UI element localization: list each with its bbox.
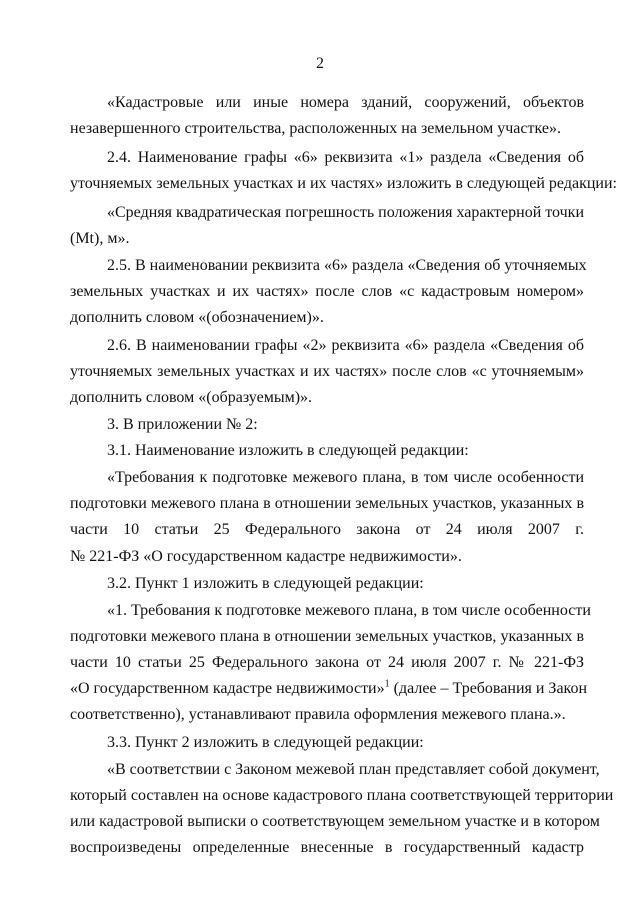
text-line-content: уточняемых земельных участках и их частях» изложить в следующей редакции: bbox=[70, 175, 617, 192]
text-line bbox=[107, 733, 584, 753]
text-line bbox=[70, 282, 584, 302]
text-line bbox=[70, 705, 584, 725]
text-line bbox=[107, 415, 584, 435]
text-line bbox=[107, 574, 584, 594]
text-line-content: 2.6. В наименовании графы «2» реквизита «6» раздела «Сведения об bbox=[107, 337, 584, 354]
text-line-content: (Mt), м». bbox=[70, 230, 130, 247]
text-line-content: уточняемых земельных участках и их частях» после слов «с уточняемым» bbox=[70, 363, 584, 380]
text-line bbox=[107, 601, 591, 621]
text-line bbox=[70, 174, 617, 194]
text-line-content: дополнить словом «(обозначением)». bbox=[70, 309, 324, 326]
text-line bbox=[70, 678, 588, 699]
text-line bbox=[107, 203, 584, 223]
text-line bbox=[70, 838, 584, 858]
text-line bbox=[107, 760, 600, 780]
text-line-content: № 221-ФЗ «О государственном кадастре недвижимости». bbox=[70, 548, 462, 565]
text-line bbox=[107, 93, 584, 113]
text-line bbox=[107, 148, 584, 168]
text-line bbox=[70, 786, 614, 806]
text-line-content: «О государственном кадастре недвижимости» bbox=[70, 680, 385, 697]
text-line-content: 3.1. Наименование изложить в следующей редакции: bbox=[107, 442, 469, 459]
text-line-content: 3. В приложении № 2: bbox=[107, 416, 258, 433]
text-line bbox=[107, 256, 587, 276]
text-line-content: который составлен на основе кадастрового плана соответствующей территории bbox=[70, 787, 614, 804]
text-line bbox=[107, 468, 584, 488]
text-line bbox=[70, 494, 584, 514]
text-line bbox=[70, 119, 584, 139]
text-line-content: подготовки межевого плана в отношении земельных участков, указанных в bbox=[70, 495, 584, 512]
page-number: 2 bbox=[316, 55, 324, 72]
text-line-continuation: (далее – Требования и Закон bbox=[389, 680, 588, 697]
text-line bbox=[70, 520, 584, 540]
text-line-content: «Средняя квадратическая погрешность положения характерной точки bbox=[107, 204, 585, 221]
text-line bbox=[70, 362, 584, 382]
text-line-content: подготовки межевого плана в отношении земельных участков, указанных в bbox=[70, 628, 584, 645]
text-line-content: «1. Требования к подготовке межевого плана, в том числе особенности bbox=[107, 602, 591, 619]
text-line-content: 3.3. Пункт 2 изложить в следующей редакции: bbox=[107, 734, 424, 751]
text-line-content: части 10 статьи 25 Федерального закона от 24 июля 2007 г. bbox=[70, 521, 584, 538]
text-line-content: незавершенного строительства, расположенных на земельном участке». bbox=[70, 120, 561, 137]
footnote-marker: 1 bbox=[384, 678, 390, 690]
text-line bbox=[70, 308, 584, 328]
text-line bbox=[70, 653, 584, 673]
text-line-content: «В соответствии с Законом межевой план представляет собой документ, bbox=[107, 761, 600, 778]
text-line-content: «Требования к подготовке межевого плана, в том числе особенности bbox=[107, 469, 584, 486]
text-line bbox=[70, 812, 600, 832]
text-line-content: 2.4. Наименование графы «6» реквизита «1» раздела «Сведения об bbox=[107, 149, 584, 166]
text-line-content: 3.2. Пункт 1 изложить в следующей редакции: bbox=[107, 575, 424, 592]
text-line bbox=[107, 441, 584, 461]
text-line-content: «Кадастровые или иные номера зданий, сооружений, объектов bbox=[107, 94, 584, 111]
text-line bbox=[70, 388, 584, 408]
text-line bbox=[70, 547, 584, 567]
text-line-content: соответственно), устанавливают правила оформления межевого плана.». bbox=[70, 706, 566, 723]
text-line-content: дополнить словом «(образуемым)». bbox=[70, 389, 313, 406]
text-line bbox=[107, 336, 584, 356]
text-line-content: части 10 статьи 25 Федерального закона от 24 июля 2007 г. № 221-ФЗ bbox=[70, 654, 584, 671]
text-line-content: или кадастровой выписки о соответствующем земельном участке и в котором bbox=[70, 813, 600, 830]
text-line bbox=[70, 229, 584, 249]
text-line bbox=[70, 627, 584, 647]
text-line-content: земельных участках и их частях» после слов «с кадастровым номером» bbox=[70, 283, 584, 300]
text-line-content: 2.5. В наименовании реквизита «6» раздела «Сведения об уточняемых bbox=[107, 257, 587, 274]
text-line-content: воспроизведены определенные внесенные в государственный кадастр bbox=[70, 839, 584, 856]
